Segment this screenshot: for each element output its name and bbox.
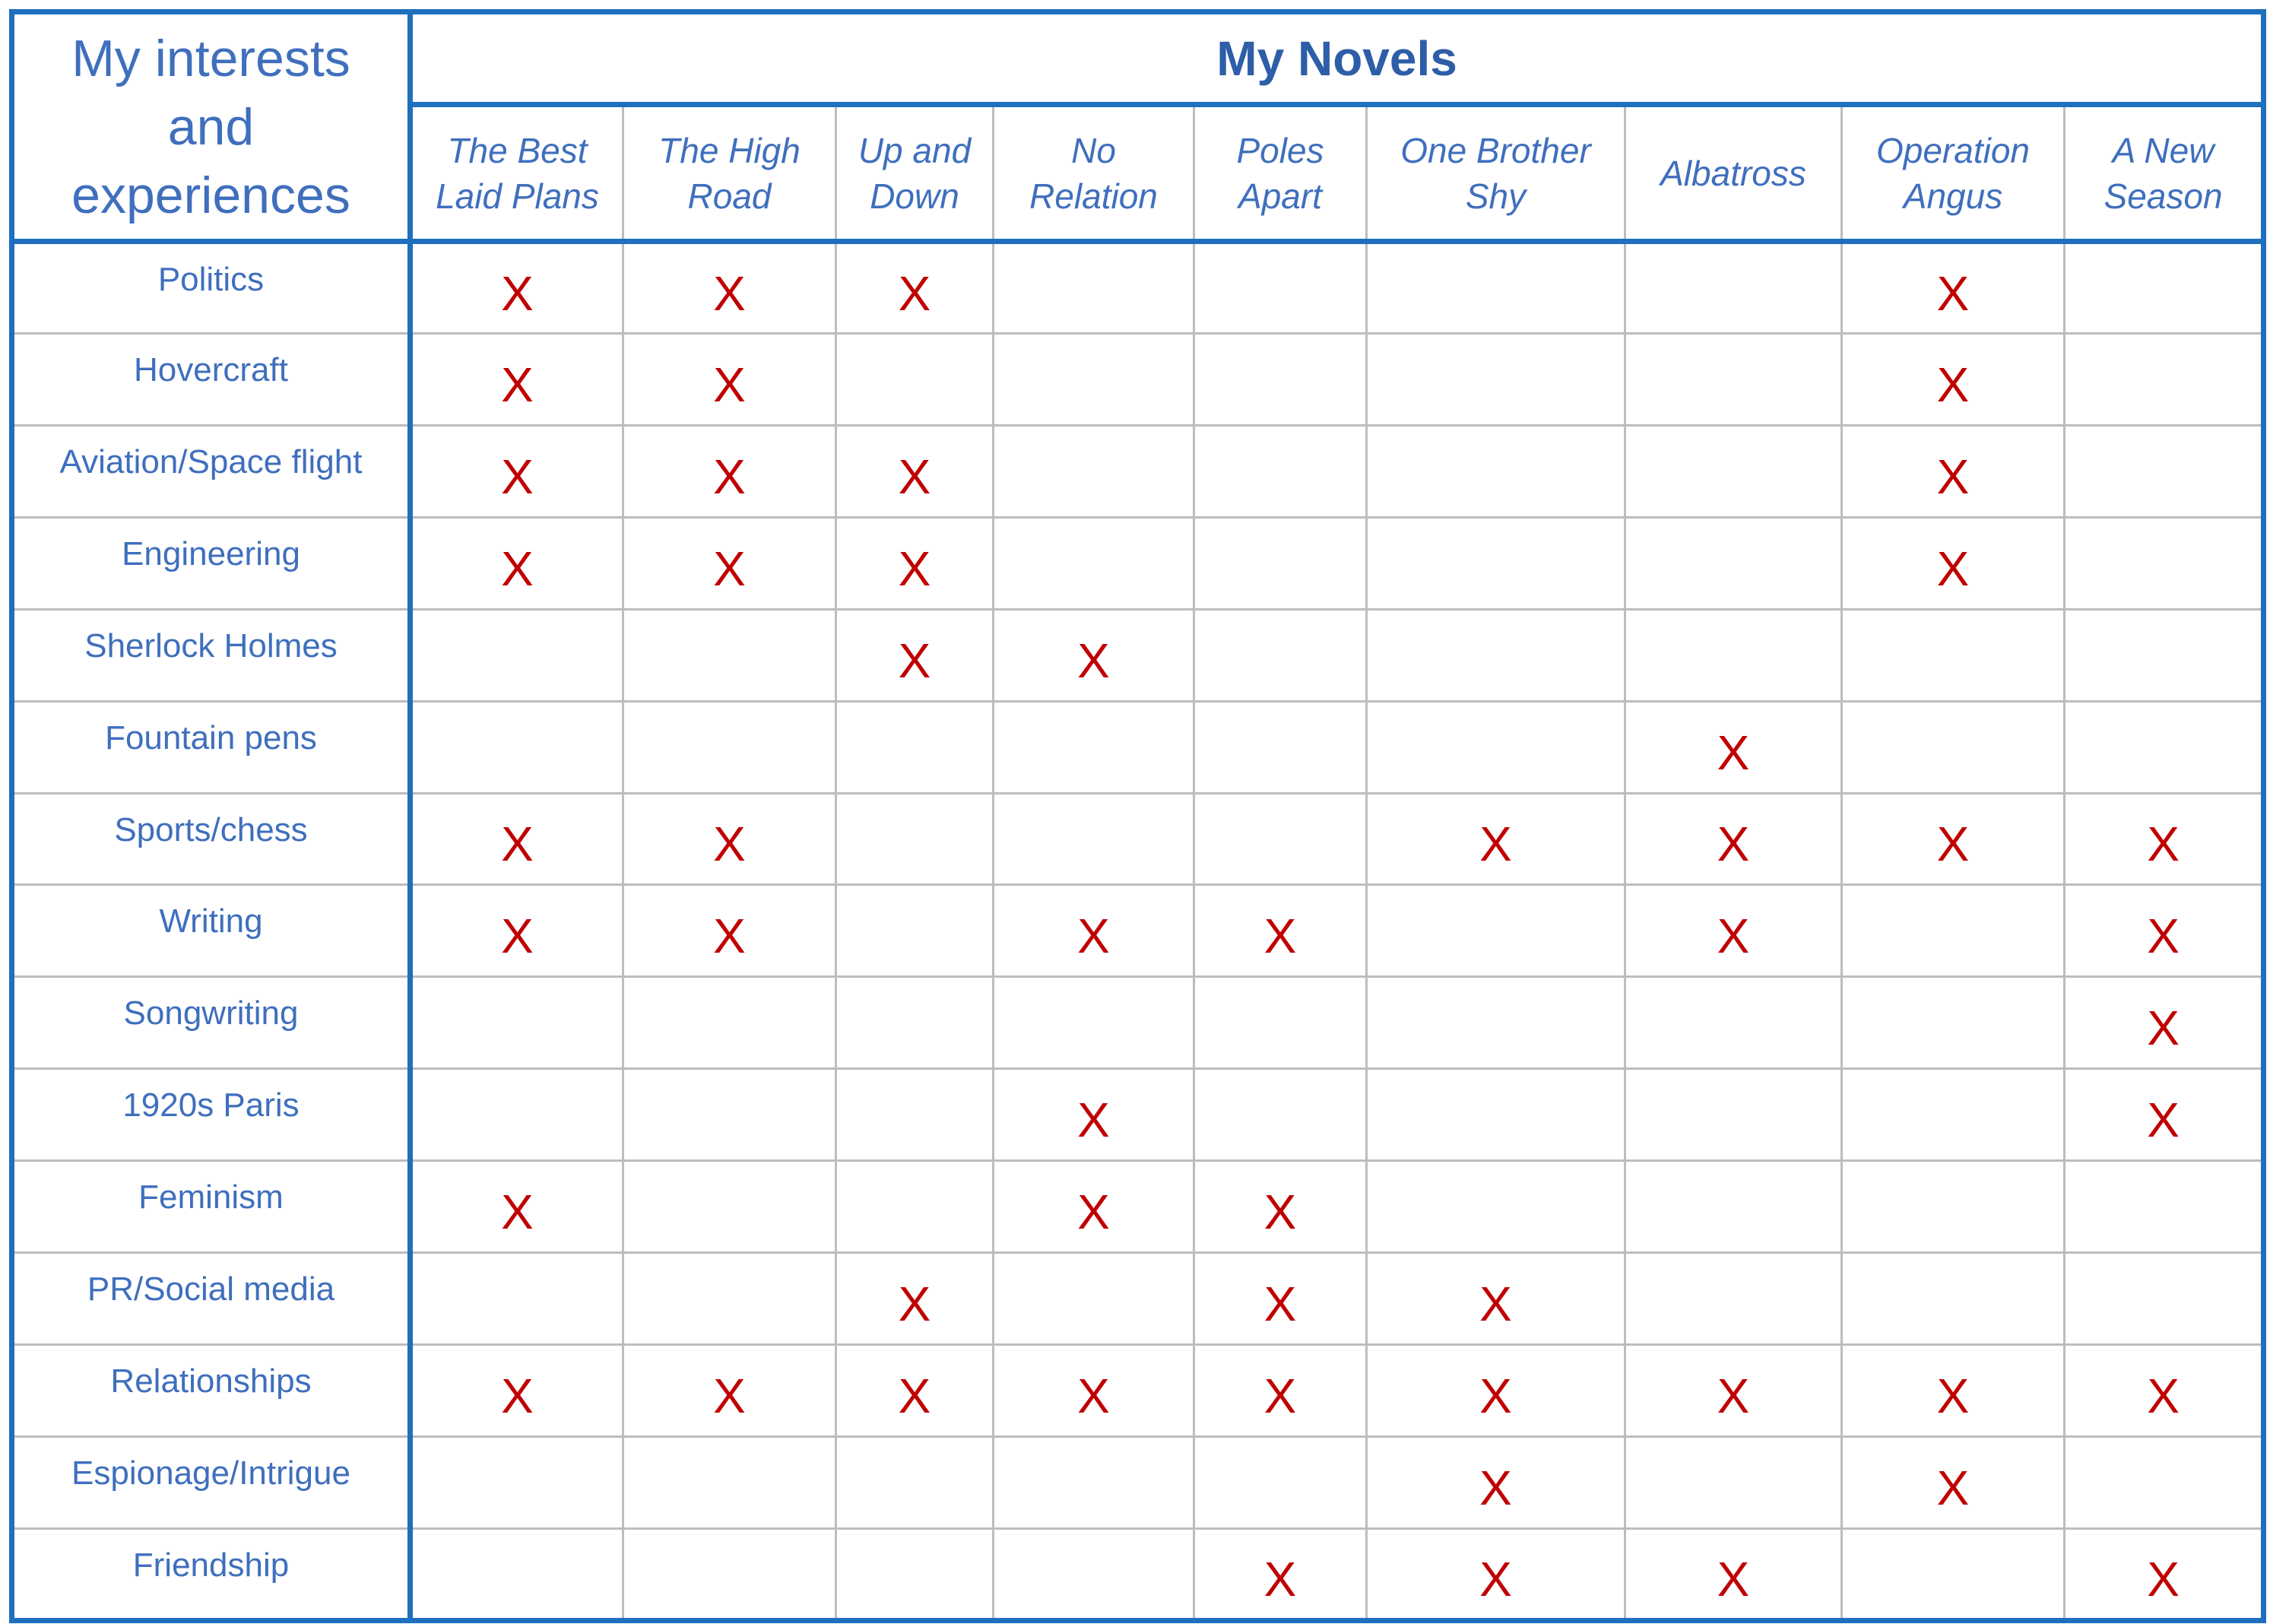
table-cell [994,701,1194,793]
x-mark: X [1479,1277,1512,1332]
table-cell [836,1161,994,1253]
table-row [12,242,2264,334]
x-mark: X [501,909,534,964]
table-cell [1842,1345,2065,1437]
corner-label: My interests and experiences [12,12,411,242]
table-cell [1625,1161,1842,1253]
table-cell [1194,793,1367,885]
table-cell [1194,242,1367,334]
x-mark: X [713,1369,746,1424]
table-cell [994,1069,1194,1161]
table-cell [1625,793,1842,885]
row-label-interest: Writing [12,885,411,977]
table-cell [411,1069,623,1161]
table-cell [1842,1069,2065,1161]
table-cell [411,517,623,609]
table-row [12,701,2264,793]
x-mark: X [898,265,931,321]
table-cell [2065,242,2264,334]
table-cell [1194,1253,1367,1345]
table-cell [1625,977,1842,1069]
row-label-interest: Engineering [12,517,411,609]
table-cell [411,885,623,977]
table-cell [1625,609,1842,701]
table-cell [836,517,994,609]
table-cell [623,1436,836,1528]
table-cell [623,1528,836,1620]
table-cell [2065,1069,2264,1161]
row-label-interest: Politics [12,242,411,334]
table-cell [1625,885,1842,977]
row-label-interest: 1920s Paris [12,1069,411,1161]
table-cell [1367,242,1625,334]
column-header-novel: One Brother Shy [1367,105,1625,242]
table-cell [623,1161,836,1253]
x-mark: X [1263,1277,1297,1332]
table-cell [623,1345,836,1437]
table-cell [2065,1253,2264,1345]
table-cell [1625,1253,1842,1345]
table-row [12,1436,2264,1528]
x-mark: X [1936,357,1970,412]
row-label-interest: Sherlock Holmes [12,609,411,701]
table-cell [623,1069,836,1161]
x-mark: X [713,265,746,321]
table-cell [2065,609,2264,701]
x-mark: X [501,1185,534,1240]
x-mark: X [2147,909,2180,964]
x-mark: X [2147,1001,2180,1056]
table-cell [623,793,836,885]
table-cell [1367,1161,1625,1253]
x-mark: X [1263,1185,1297,1240]
x-mark: X [501,817,534,872]
table-cell [1194,1528,1367,1620]
x-mark: X [1263,1551,1297,1607]
table-cell [2065,425,2264,517]
table-row [12,609,2264,701]
table-cell [994,425,1194,517]
table-cell [836,609,994,701]
table-cell [411,425,623,517]
table-cell [1842,609,2065,701]
table-cell [623,701,836,793]
table-cell [1625,1436,1842,1528]
table-cell [1625,517,1842,609]
column-header-novel: A New Season [2065,105,2264,242]
x-mark: X [713,817,746,872]
column-header-novel: Albatross [1625,105,1842,242]
table-cell [623,333,836,425]
x-mark: X [1077,1093,1110,1148]
x-mark: X [1077,909,1110,964]
table-cell [411,1345,623,1437]
row-label-interest: Fountain pens [12,701,411,793]
x-mark: X [1263,909,1297,964]
table-cell [1194,977,1367,1069]
table-cell [836,885,994,977]
table-cell [994,333,1194,425]
table-cell [1625,701,1842,793]
table-row [12,885,2264,977]
table-row [12,977,2264,1069]
row-label-interest: Aviation/Space flight [12,425,411,517]
table-cell [1367,1253,1625,1345]
table-row [12,1528,2264,1620]
table-cell [623,977,836,1069]
table-cell [1367,977,1625,1069]
table-cell [994,517,1194,609]
table-cell [994,609,1194,701]
table-cell [994,977,1194,1069]
table-cell [623,1253,836,1345]
column-header-novel: Operation Angus [1842,105,2065,242]
x-mark: X [898,1277,931,1332]
x-mark: X [501,357,534,412]
column-header-novel: The High Road [623,105,836,242]
table-cell [1367,1069,1625,1161]
x-mark: X [501,1369,534,1424]
x-mark: X [2147,1369,2180,1424]
table-cell [2065,1345,2264,1437]
table-cell [1842,1161,2065,1253]
table-cell [994,1161,1194,1253]
table-row [12,333,2264,425]
table-cell [1625,1069,1842,1161]
table-cell [1194,885,1367,977]
table-cell [1367,425,1625,517]
x-mark: X [1717,725,1750,780]
column-header-novel: No Relation [994,105,1194,242]
table-cell [1625,1345,1842,1437]
row-label-interest: Espionage/Intrigue [12,1436,411,1528]
column-header-novel: Poles Apart [1194,105,1367,242]
x-mark: X [898,633,931,688]
column-header-novel: The Best Laid Plans [411,105,623,242]
table-cell [1367,885,1625,977]
x-mark: X [501,449,534,504]
table-cell [1842,517,2065,609]
row-label-interest: Friendship [12,1528,411,1620]
table-title: My Novels [411,12,2264,105]
x-mark: X [1936,1369,1970,1424]
table-cell [411,242,623,334]
x-mark: X [713,541,746,596]
table-cell [411,1253,623,1345]
table-cell [1842,977,2065,1069]
table-cell [1842,1528,2065,1620]
table-cell [1842,1253,2065,1345]
table-cell [1842,885,2065,977]
table-cell [836,977,994,1069]
table-cell [2065,517,2264,609]
table-row [12,1345,2264,1437]
table-row [12,1161,2264,1253]
table-cell [2065,1528,2264,1620]
table-cell [994,1436,1194,1528]
table-cell [411,793,623,885]
table-cell [2065,1436,2264,1528]
row-label-interest: Relationships [12,1345,411,1437]
table-cell [623,517,836,609]
table-cell [1842,425,2065,517]
x-mark: X [1717,909,1750,964]
table-cell [994,1253,1194,1345]
table-cell [1842,1436,2065,1528]
table-cell [1625,1528,1842,1620]
table-cell [1842,701,2065,793]
table-cell [836,1069,994,1161]
table-cell [836,1528,994,1620]
x-mark: X [1936,1460,1970,1515]
table-cell [836,1253,994,1345]
x-mark: X [1717,1551,1750,1607]
table-cell [1367,701,1625,793]
table-cell [836,1345,994,1437]
table-cell [411,977,623,1069]
table-cell [994,242,1194,334]
table-cell [1842,333,2065,425]
table-cell [411,1161,623,1253]
table-cell [623,425,836,517]
table-cell [2065,885,2264,977]
row-label-interest: Hovercraft [12,333,411,425]
table-cell [411,1528,623,1620]
x-mark: X [1936,541,1970,596]
x-mark: X [1936,817,1970,872]
x-mark: X [1479,817,1512,872]
table-cell [1194,1069,1367,1161]
x-mark: X [1077,633,1110,688]
table-row [12,1253,2264,1345]
table-cell [623,242,836,334]
table-cell [1367,517,1625,609]
table-cell [994,1345,1194,1437]
table-cell [1625,425,1842,517]
x-mark: X [898,449,931,504]
x-mark: X [1936,449,1970,504]
table-cell [1194,425,1367,517]
table-cell [836,1436,994,1528]
table-cell [1367,1436,1625,1528]
table-cell [411,609,623,701]
table-row [12,517,2264,609]
table-cell [836,701,994,793]
x-mark: X [501,541,534,596]
x-mark: X [2147,1093,2180,1148]
table-cell [994,885,1194,977]
table-cell [1194,517,1367,609]
table-cell [2065,1161,2264,1253]
table-cell [1367,793,1625,885]
x-mark: X [898,1369,931,1424]
table-cell [836,242,994,334]
x-mark: X [1717,817,1750,872]
x-mark: X [2147,1551,2180,1607]
table-cell [411,701,623,793]
table-cell [836,425,994,517]
table-cell [1194,333,1367,425]
table-row [12,1069,2264,1161]
table-cell [1194,609,1367,701]
table-cell [2065,977,2264,1069]
table-cell [836,333,994,425]
table-cell [994,1528,1194,1620]
x-mark: X [2147,817,2180,872]
table-cell [411,1436,623,1528]
table-cell [411,333,623,425]
table-cell [1194,1345,1367,1437]
x-mark: X [713,909,746,964]
table-cell [2065,333,2264,425]
table-cell [1842,793,2065,885]
x-mark: X [1479,1460,1512,1515]
x-mark: X [713,449,746,504]
table-cell [1842,242,2065,334]
table-cell [1194,701,1367,793]
novels-interests-table [9,9,2266,1623]
table-cell [2065,701,2264,793]
table-cell [623,885,836,977]
table-cell [1194,1161,1367,1253]
table-cell [1367,1528,1625,1620]
table-cell [994,793,1194,885]
x-mark: X [1717,1369,1750,1424]
x-mark: X [1077,1369,1110,1424]
x-mark: X [713,357,746,412]
x-mark: X [1479,1369,1512,1424]
x-mark: X [1936,265,1970,321]
table-cell [1194,1436,1367,1528]
x-mark: X [1077,1185,1110,1240]
row-label-interest: PR/Social media [12,1253,411,1345]
table-cell [1367,1345,1625,1437]
x-mark: X [1479,1551,1512,1607]
table-cell [1625,333,1842,425]
table-row [12,793,2264,885]
table-cell [2065,793,2264,885]
row-label-interest: Songwriting [12,977,411,1069]
table-cell [1367,609,1625,701]
row-label-interest: Sports/chess [12,793,411,885]
x-mark: X [898,541,931,596]
x-mark: X [1263,1369,1297,1424]
row-label-interest: Feminism [12,1161,411,1253]
table-row [12,425,2264,517]
column-header-novel: Up and Down [836,105,994,242]
x-mark: X [501,265,534,321]
table-cell [623,609,836,701]
table-cell [836,793,994,885]
table-cell [1367,333,1625,425]
table-cell [1625,242,1842,334]
